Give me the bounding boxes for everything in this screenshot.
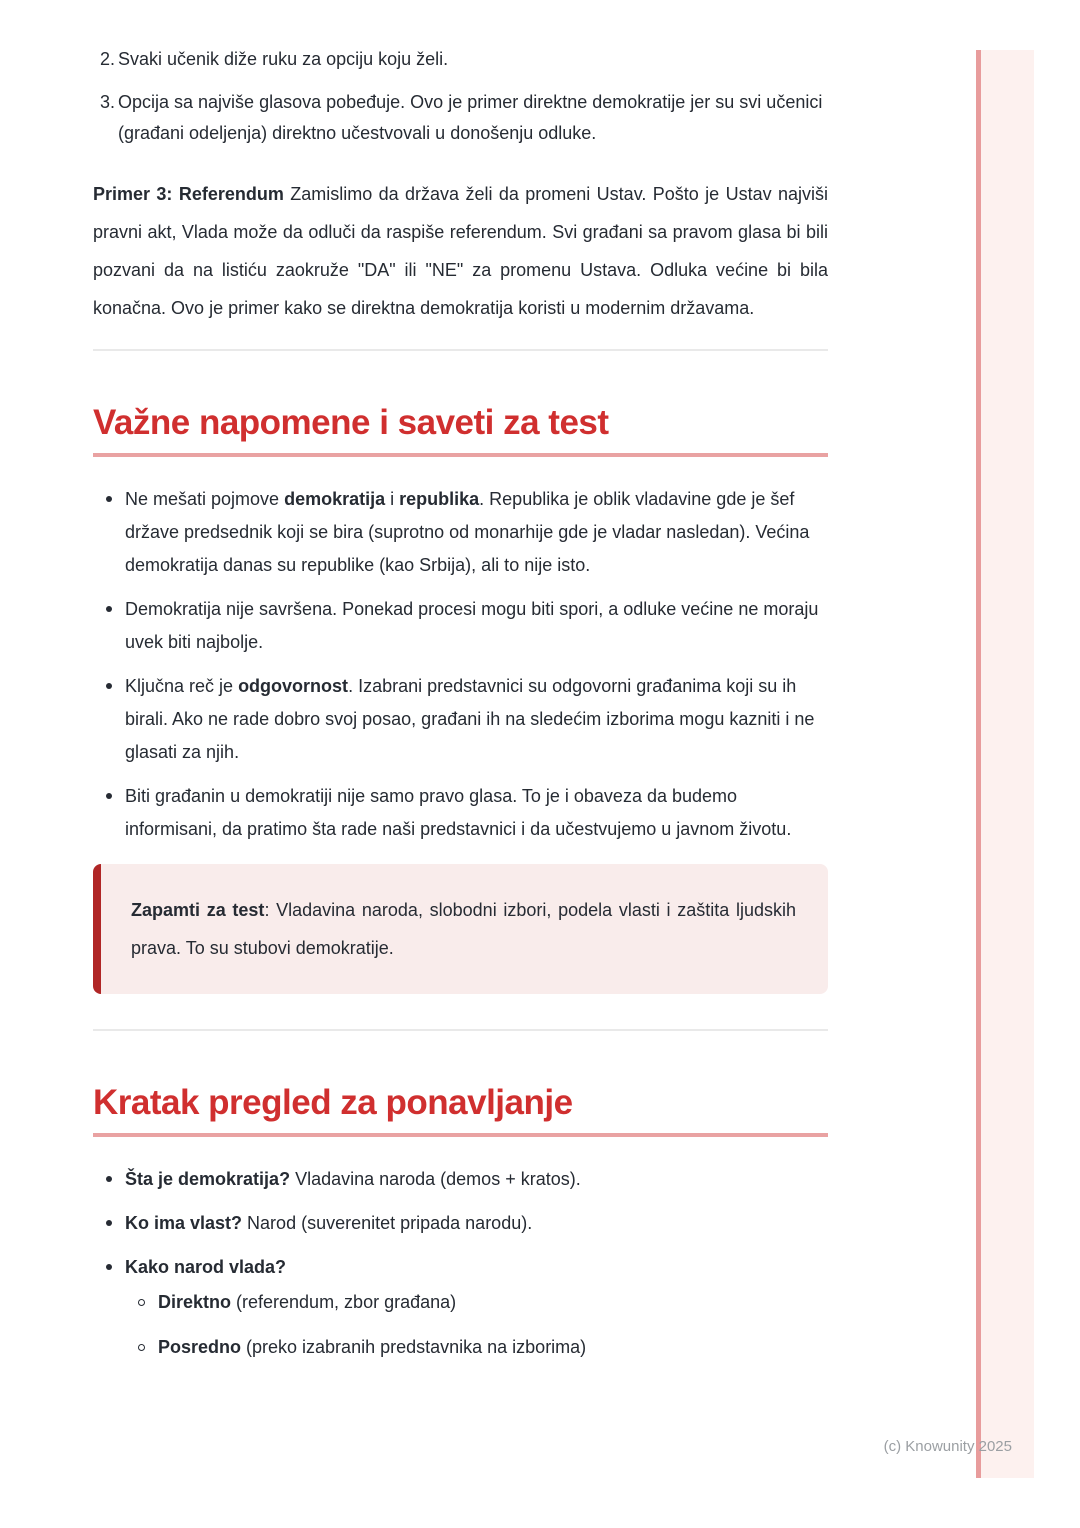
document-content bbox=[93, 44, 828, 1376]
heading-underline bbox=[93, 1133, 828, 1137]
bullet-item: Šta je demokratija? Vladavina naroda (demos + kratos). bbox=[93, 1163, 828, 1196]
list-item-text: Opcija sa najviše glasova pobeđuje. Ovo je primer direktne demokratije jer su svi učenici (građani odeljenja) direktno učestvovali u donošenju odluke. bbox=[118, 92, 823, 143]
sub-bullet-item: Posredno (preko izabranih predstavnika na izborima) bbox=[125, 1331, 828, 1364]
bullet-item: Demokratija nije savršena. Ponekad procesi mogu biti spori, a odluke većine ne moraju uvek biti najbolje. bbox=[93, 593, 828, 659]
sub-bullet-list bbox=[125, 1286, 828, 1364]
list-item-number: 3. bbox=[100, 92, 116, 112]
section-divider bbox=[93, 349, 828, 351]
numbered-list-item bbox=[93, 87, 828, 149]
list-item-number: 2. bbox=[100, 49, 116, 69]
bullet-item-text: Kako narod vlada? bbox=[125, 1257, 287, 1277]
numbered-list bbox=[93, 44, 828, 149]
callout-box bbox=[93, 864, 828, 994]
callout-text: Zapamti za test: Vladavina naroda, slobodni izbori, podela vlasti i zaštita ljudskih prava. To su stubovi demokratije. bbox=[131, 900, 796, 958]
right-margin-stripe bbox=[976, 50, 1034, 1478]
bullet-item: Ključna reč je odgovornost. Izabrani predstavnici su odgovorni građanima koji su ih birali. Ako ne rade dobro svoj posao, građani ih na sledećim izborima mogu kazniti i ne glasati za njih. bbox=[93, 670, 828, 769]
paragraph-primer-3: Primer 3: Referendum Zamislimo da država želi da promeni Ustav. Pošto je Ustav najviši pravni akt, Vlada može da odluči da raspiše referendum. Svi građani sa pravom glasa bi bili pozvani da na listiću zaokruže "DA" ili "NE" za promenu Ustava. Odluka većine bi bila konačna. Ovo je primer kako se direktna demokratija koristi u modernim državama. bbox=[93, 184, 828, 318]
bullet-list-review bbox=[93, 1163, 828, 1364]
section-title-quick-review: Kratak pregled za ponavljanje bbox=[93, 1083, 573, 1122]
bullet-item: Biti građanin u demokratiji nije samo pravo glasa. To je i obaveza da budemo informisani, da pratimo šta rade naši predstavnici i da učestvujemo u javnom životu. bbox=[93, 780, 828, 846]
bullet-list-notes bbox=[93, 483, 828, 846]
bullet-item bbox=[93, 1251, 828, 1364]
list-item-text: Svaki učenik diže ruku za opciju koju želi. bbox=[118, 49, 449, 69]
bullet-item: Ne mešati pojmove demokratija i republika. Republika je oblik vladavine gde je šef države predsednik koji se bira (suprotno od monarhije gde je vladar nasledan). Većina demokratija danas su republike (kao Srbija), ali to nije isto. bbox=[93, 483, 828, 582]
bullet-item: Ko ima vlast? Narod (suverenitet pripada narodu). bbox=[93, 1207, 828, 1240]
copyright-footer: (c) Knowunity 2025 bbox=[883, 1438, 1012, 1455]
section-divider bbox=[93, 1029, 828, 1031]
section-title-important-notes: Važne napomene i saveti za test bbox=[93, 403, 609, 442]
heading-underline bbox=[93, 453, 828, 457]
numbered-list-item bbox=[93, 44, 828, 75]
sub-bullet-item: Direktno (referendum, zbor građana) bbox=[125, 1286, 828, 1319]
